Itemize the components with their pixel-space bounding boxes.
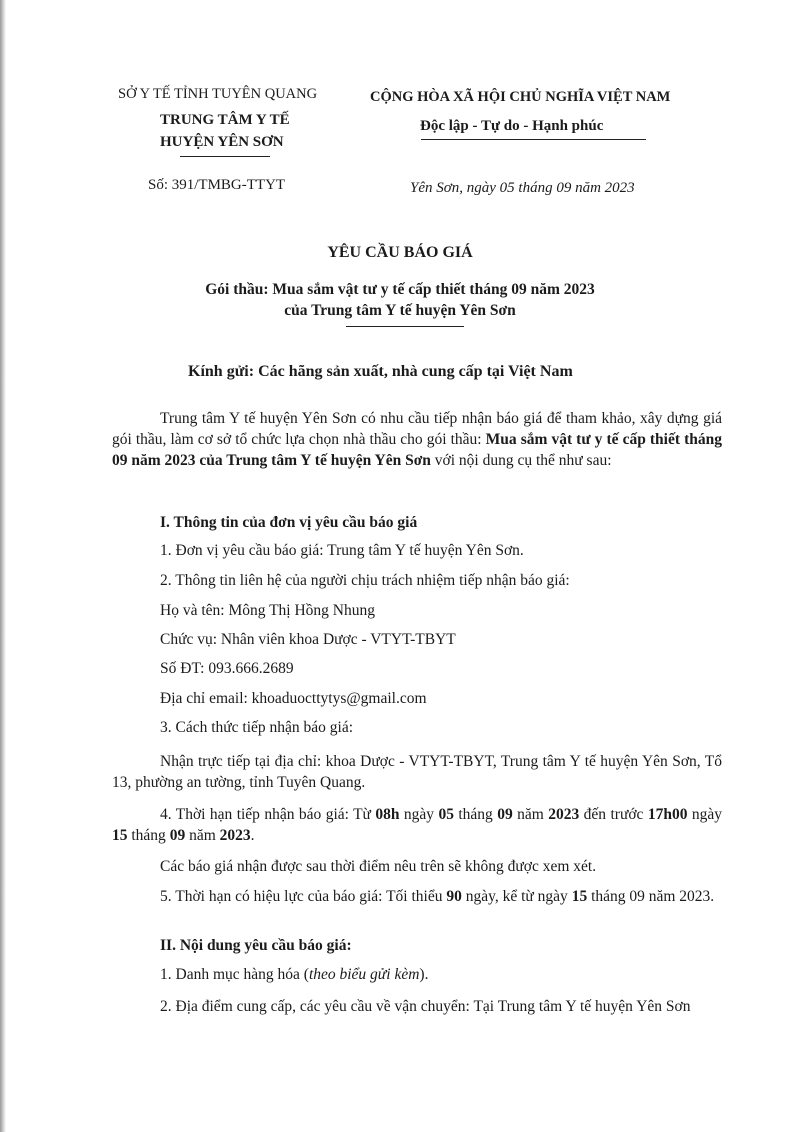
item5-min-days: 90 — [446, 888, 462, 905]
receive-address-paragraph: Nhận trực tiếp tại địa chỉ: khoa Dược - VTYT-TBYT, Trung tâm Y tế huyện Yên Sơn, Tổ 13, phường an tường, tỉnh Tuyên Quang. — [112, 753, 722, 791]
intro-package-name: Mua sắm vật tư y tế cấp thiết tháng 09 năm 2023 của Trung tâm Y tế huyện Yên Sơn — [112, 431, 722, 469]
item4-text-i: đến trước — [579, 806, 648, 823]
document-number: Số: 391/TMBG-TTYT — [148, 177, 286, 193]
package-title: Gói thầu: Mua sắm vật tư y tế cấp thiết tháng 09 năm 2023 — [205, 281, 595, 298]
item5-text-c: ngày, kể từ ngày — [461, 888, 572, 905]
item5-text-a: 5. Thời hạn có hiệu lực của báo giá: Tối thiểu — [160, 888, 447, 905]
national-title: CỘNG HÒA XÃ HỘI CHỦ NGHĨA VIỆT NAM — [370, 89, 671, 105]
contact-phone: Số ĐT: 093.666.2689 — [160, 660, 294, 677]
item5-text-e: tháng 09 năm 2023. — [587, 888, 715, 905]
intro-text: Trung tâm Y tế huyện Yên Sơn có nhu cầu tiếp nhận báo giá để tham khảo, xây dựng giá gói thầu, làm cơ sở tổ chức lựa chọn nhà thầu cho gói thầu: — [112, 410, 722, 448]
item4-text-q: . — [250, 827, 255, 844]
document-title: YÊU CẦU BÁO GIÁ — [327, 244, 473, 261]
contact-email: Địa chỉ email: khoaduocttytys@gmail.com — [160, 690, 427, 707]
s2-item1-text-c: ). — [419, 966, 429, 983]
item4-end-day: 15 — [112, 827, 128, 844]
s2-item1-text-a: 1. Danh mục hàng hóa ( — [160, 966, 309, 983]
department-name: SỞ Y TẾ TỈNH TUYÊN QUANG — [118, 86, 318, 102]
item4-text-o: năm — [185, 827, 220, 844]
section1-item5 — [112, 886, 722, 907]
intro-tail: với nội dung cụ thể như sau: — [430, 452, 612, 469]
section1-item4 — [112, 804, 722, 846]
org-name-line2: HUYỆN YÊN SƠN — [160, 134, 284, 150]
item4-text-k: ngày — [687, 806, 723, 823]
item4-text-g: năm — [512, 806, 549, 823]
item4-end-year: 2023 — [219, 827, 251, 844]
contact-name: Họ và tên: Mông Thị Hồng Nhung — [160, 602, 375, 619]
org-underline — [180, 156, 270, 157]
package-owner: của Trung tâm Y tế huyện Yên Sơn — [284, 302, 516, 319]
item4-text-e: tháng — [453, 806, 498, 823]
intro-paragraph — [112, 408, 722, 471]
section2-item1 — [160, 966, 428, 984]
item4-text-c: ngày — [399, 806, 439, 823]
recipient-line: Kính gửi: Các hãng sản xuất, nhà cung cấp tại Việt Nam — [188, 363, 573, 380]
contact-position: Chức vụ: Nhân viên khoa Dược - VTYT-TBYT — [160, 631, 456, 648]
section1-item2: 2. Thông tin liên hệ của người chịu trách nhiệm tiếp nhận báo giá: — [160, 572, 570, 589]
scan-shadow-edge — [0, 0, 6, 1132]
place-date: Yên Sơn, ngày 05 tháng 09 năm 2023 — [410, 180, 635, 196]
org-name-line1: TRUNG TÂM Y TẾ — [160, 112, 290, 128]
title-underline — [346, 326, 464, 327]
item4-end-hour: 17h00 — [647, 806, 688, 823]
motto-underline — [421, 139, 646, 140]
section1-heading: I. Thông tin của đơn vị yêu cầu báo giá — [160, 514, 418, 531]
section2-item2: 2. Địa điểm cung cấp, các yêu cầu về vận chuyển: Tại Trung tâm Y tế huyện Yên Sơn — [160, 998, 691, 1015]
item4-start-day: 05 — [438, 806, 454, 823]
national-motto: Độc lập - Tự do - Hạnh phúc — [420, 118, 604, 134]
section1-item3: 3. Cách thức tiếp nhận báo giá: — [160, 719, 354, 736]
item5-from-day: 15 — [571, 888, 588, 905]
item4-start-year: 2023 — [548, 806, 580, 823]
item4-start-hour: 08h — [375, 806, 400, 823]
section2-heading: II. Nội dung yêu cầu báo giá: — [160, 937, 352, 954]
late-quotes-note: Các báo giá nhận được sau thời điểm nêu trên sẽ không được xem xét. — [160, 858, 597, 875]
item4-text-m: tháng — [127, 827, 170, 844]
item4-text-a: 4. Thời hạn tiếp nhận báo giá: Từ — [160, 806, 376, 823]
s2-item1-attachment: theo biểu gửi kèm — [308, 966, 420, 983]
section1-item1: 1. Đơn vị yêu cầu báo giá: Trung tâm Y tế huyện Yên Sơn. — [160, 542, 524, 559]
item4-start-month: 09 — [497, 806, 513, 823]
item4-end-month: 09 — [169, 827, 186, 844]
